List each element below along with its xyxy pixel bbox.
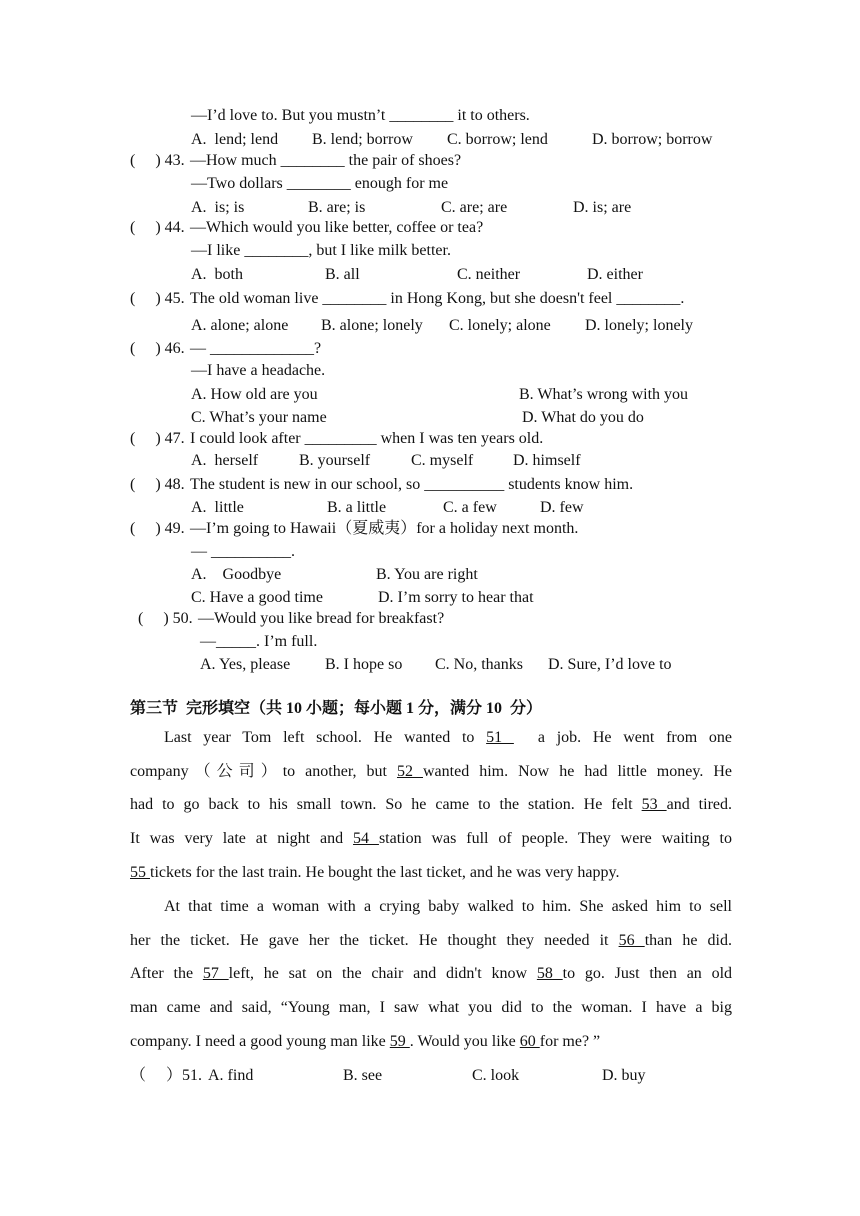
passage-line: company（公司）to another, but 52 wanted him. Now he had little money. He (130, 763, 732, 780)
q45-option-b: B. alone; lonely (321, 317, 423, 334)
section-heading: 第三节 完形填空（共 10 小题；每小题 1 分，满分 10 分） (130, 700, 543, 717)
q43-option-a: A. is; is (191, 199, 245, 216)
q43-reply: —Two dollars ________ enough for me (191, 175, 449, 192)
blank-52: 52 (396, 763, 423, 780)
q48-number: ( ) 48. (130, 476, 185, 493)
q45-option-c: C. lonely; alone (449, 317, 551, 334)
q42-option-a: A. lend; lend (191, 131, 279, 148)
blank-57: 57 (202, 965, 229, 982)
q43-option-d: D. is; are (573, 199, 632, 216)
q50-number: ( ) 50. (138, 610, 193, 627)
q44-option-c: C. neither (457, 266, 521, 283)
blank-58: 58 (536, 965, 563, 982)
q50-option-b: B. I hope so (325, 656, 403, 673)
passage-line: man came and said, “Young man, I saw what you did to the woman. I have a big (130, 999, 732, 1016)
q43-number: ( ) 43. (130, 152, 185, 169)
q48-option-c: C. a few (443, 499, 497, 516)
q45-prompt: The old woman live ________ in Hong Kong, but she doesn't feel ________. (190, 290, 685, 307)
q50-option-c: C. No, thanks (435, 656, 523, 673)
q46-option-d: D. What do you do (522, 409, 644, 426)
q42-reply: —I’d love to. But you mustn’t ________ it to others. (191, 107, 530, 124)
q50-option-a: A. Yes, please (200, 656, 291, 673)
q47-prompt: I could look after _________ when I was ten years old. (190, 430, 544, 447)
q44-option-a: A. both (191, 266, 243, 283)
q45-number: ( ) 45. (130, 290, 185, 307)
q44-option-b: B. all (325, 266, 360, 283)
q51-option-a: A. find (208, 1067, 254, 1084)
passage-line: At that time a woman with a crying baby walked to him. She asked him to sell (164, 898, 732, 915)
q46-option-a: A. How old are you (191, 386, 318, 403)
q47-option-c: C. myself (411, 452, 474, 469)
q46-option-c: C. What’s your name (191, 409, 327, 426)
q46-option-b: B. What’s wrong with you (519, 386, 689, 403)
q46-prompt: — _____________? (190, 340, 322, 357)
blank-54: 54 (353, 830, 379, 847)
passage-line: had to go back to his small town. So he came to the station. He felt 53 and tired. (130, 796, 732, 813)
q48-option-b: B. a little (327, 499, 387, 516)
q45-option-d: D. lonely; lonely (585, 317, 693, 334)
q42-option-c: C. borrow; lend (447, 131, 548, 148)
q43-option-b: B. are; is (308, 199, 366, 216)
q49-number: ( ) 49. (130, 520, 185, 537)
q50-reply: —_____. I’m full. (200, 633, 318, 650)
q47-option-a: A. herself (191, 452, 259, 469)
blank-60: 60 (519, 1033, 540, 1050)
q44-option-d: D. either (587, 266, 643, 283)
q49-option-d: D. I’m sorry to hear that (378, 589, 534, 606)
passage-line: After the 57 left, he sat on the chair and didn't know 58 to go. Just then an old (130, 965, 733, 982)
passage-line: company. I need a good young man like 59 . Would you like 60 for me? ” (130, 1033, 601, 1050)
blank-56: 56 (618, 932, 645, 949)
q42-option-d: D. borrow; borrow (592, 131, 713, 148)
q49-option-a: A. Goodbye (191, 566, 282, 583)
q47-option-b: B. yourself (299, 452, 371, 469)
blank-59: 59 (389, 1033, 410, 1050)
q51-option-d: D. buy (602, 1067, 646, 1084)
passage-line: 55 tickets for the last train. He bought the last ticket, and he was very happy. (130, 864, 620, 881)
q44-reply: —I like ________, but I like milk better. (191, 242, 451, 259)
q42-option-b: B. lend; borrow (312, 131, 413, 148)
q47-number: ( ) 47. (130, 430, 185, 447)
q44-number: ( ) 44. (130, 219, 185, 236)
q43-option-c: C. are; are (441, 199, 508, 216)
q49-option-b: B. You are right (376, 566, 478, 583)
q50-option-d: D. Sure, I’d love to (548, 656, 672, 673)
blank-53: 53 (641, 796, 667, 813)
q51-option-b: B. see (343, 1067, 383, 1084)
q46-number: ( ) 46. (130, 340, 185, 357)
q48-option-d: D. few (540, 499, 584, 516)
q51-number: （ ）51. (130, 1067, 203, 1084)
q47-option-d: D. himself (513, 452, 581, 469)
blank-55: 55 (130, 864, 150, 881)
q45-option-a: A. alone; alone (191, 317, 289, 334)
q44-prompt: —Which would you like better, coffee or tea? (190, 219, 484, 236)
q50-prompt: —Would you like bread for breakfast? (198, 610, 445, 627)
q48-prompt: The student is new in our school, so __________ students know him. (190, 476, 634, 493)
q49-option-c: C. Have a good time (191, 589, 323, 606)
passage-line: her the ticket. He gave her the ticket. He thought they needed it 56 than he did. (130, 932, 732, 949)
passage-line: Last year Tom left school. He wanted to 51 a job. He went from one (164, 729, 733, 746)
q51-option-c: C. look (472, 1067, 520, 1084)
passage-line: It was very late at night and 54 station was full of people. They were waiting to (130, 830, 732, 847)
q48-option-a: A. little (191, 499, 244, 516)
q46-reply: —I have a headache. (191, 362, 326, 379)
q49-reply: — __________. (191, 543, 295, 560)
q49-prompt: —I’m going to Hawaii（夏威夷）for a holiday next month. (190, 520, 579, 537)
q43-prompt: —How much ________ the pair of shoes? (190, 152, 462, 169)
blank-51: 51 (486, 729, 514, 746)
